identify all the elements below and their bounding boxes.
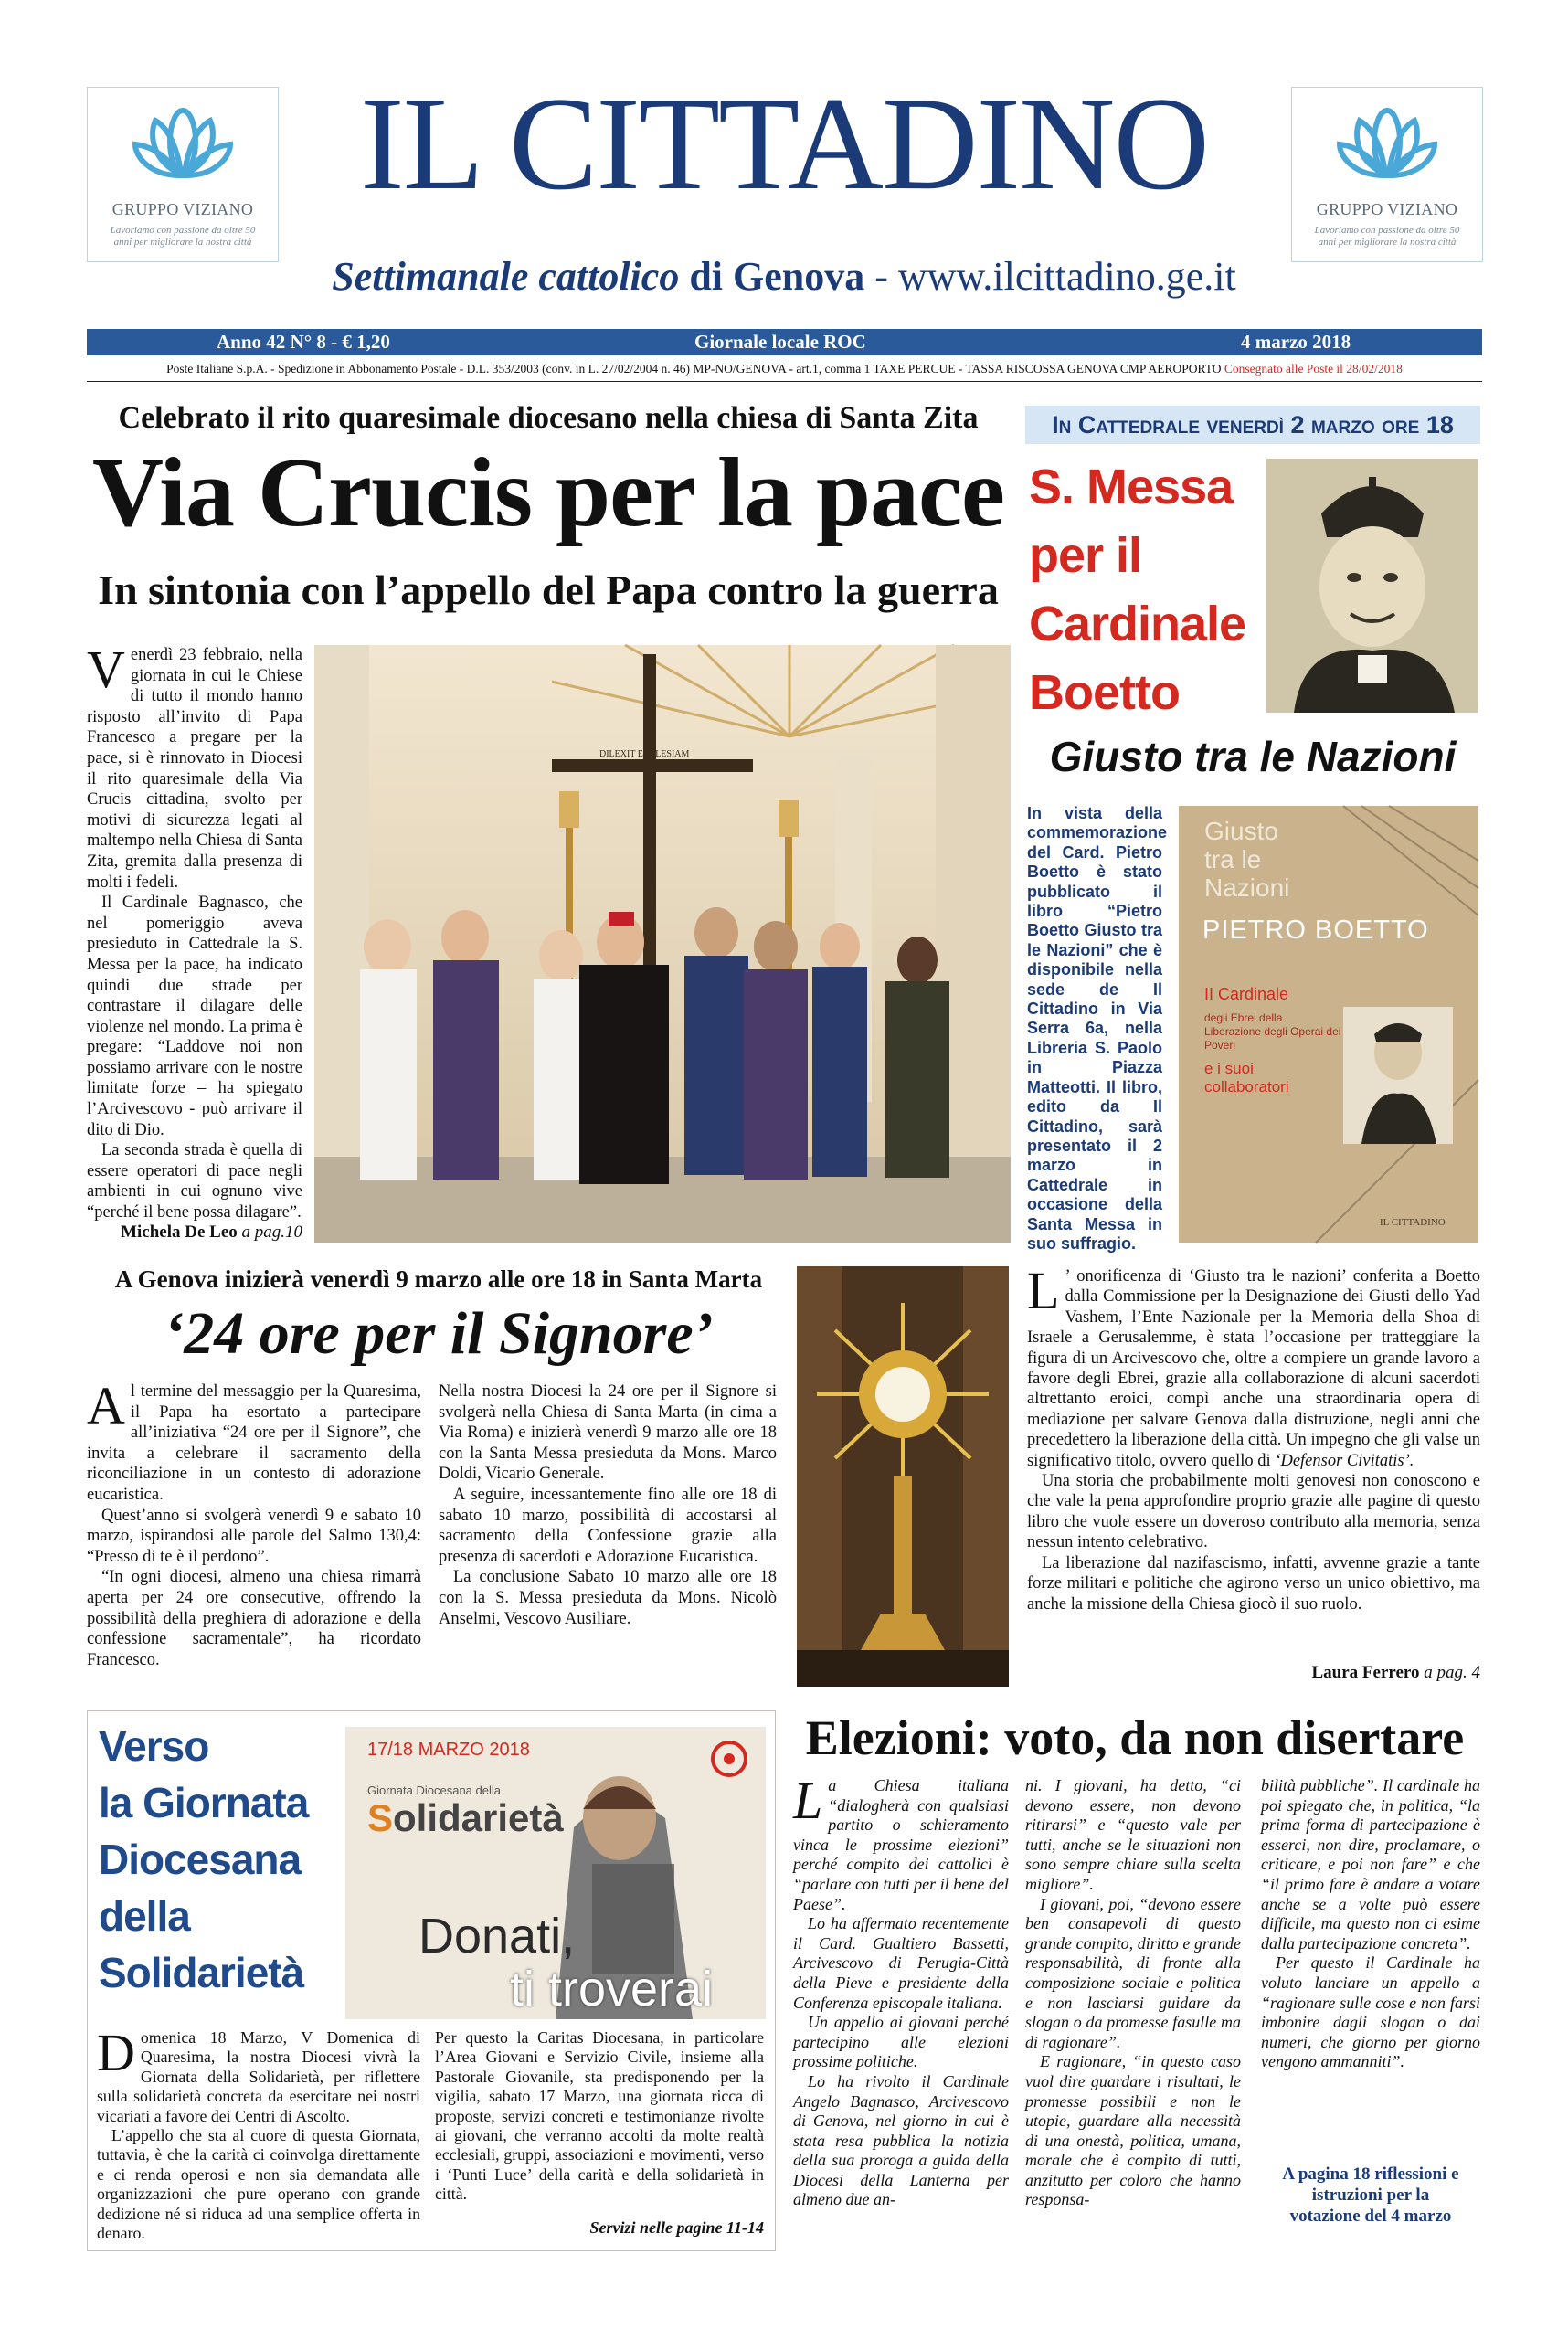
ore24-paragraph: “In ogni diocesi, almeno una chiesa rimarrà aperta per 24 ore consecutive, offrendo la possibilità della preghiera di adorazione e della confessione sacramentale”, ha ricordato Francesco. [87, 1568, 421, 1669]
ore24-column-1 [87, 1376, 421, 1687]
elections-paragraph: ni. I giovani, ha detto, “ci devono essere, non devono ritirarsi” e “questo vale per tutti, anche se le situazioni non sono sempre chiare sulla scelta migliore”. [1025, 1776, 1241, 1893]
lotus-logo-icon [1332, 101, 1442, 192]
lead-paragraph-2: Il Cardinale Bagnasco, che nel pomeriggio aveva presieduto in Cattedrale la S. Messa per la pace, ha indicato quindi due strade per contrastare il dilagare delle violenze nel mondo. La prima è pregare: “Laddove noi non possiamo arrivare con le nostre limitate forze – ha spiegato l’Arcivescovo - può arrivare il dito di Dio. [87, 894, 302, 1139]
solidarity-column-2 [435, 2028, 764, 2206]
ore24-paragraph: A seguire, incessantemente fino alle ore 18 di sabato 10 marzo, possibilità di accostarsi al sacramento della Confessione grazie alla presenza di sacerdoti e Adorazione Eucaristica. [439, 1485, 777, 1566]
lead-kicker: Celebrato il rito quaresimale diocesano nella chiesa di Santa Zita [118, 401, 979, 435]
book-publisher: IL CITTADINO [1380, 1217, 1446, 1228]
solidarity-headline-line: la Giornata [99, 1779, 309, 1826]
elections-paragraph: bilità pubbliche”. Il cardinale ha poi spiegato che, in politica, “la prima forma di partecipazione è esserci, non dire, proclamare, o criticare, e poi non fare” e che “il primo fare è andare a votare anche se a volte può essere difficile, ma questo non ci esime dalla partecipazione concreta”. [1261, 1776, 1480, 1953]
roc-label: Giornale locale ROC [694, 331, 866, 353]
elections-column-3 [1261, 1776, 1480, 2160]
elections-paragraph: Lo ha rivolto il Cardinale Angelo Bagnasco, Arcivescovo di Genova, nel giorno in cui è stata resa pubblica la notizia della sua proroga a guida della Diocesi della Lanterna per almeno due an- [793, 2071, 1009, 2209]
lead-dropcap: V [87, 640, 125, 699]
messa-headline-line: Cardinale [1029, 597, 1246, 651]
postal-text: Poste Italiane S.p.A. - Spedizione in Abbonamento Postale - D.L. 353/2003 (conv. in L. 27/02/2004 n. 46) MP-NO/GENOVA - art.1, comma 1 TAXE PERCUE - TASSA RISCOSSA GENOVA CMP AEROPORTO [166, 362, 1222, 376]
ore24-paragraph: Nella nostra Diocesi la 24 ore per il Signore si svolgerà nella Chiesa di Santa Marta (in cima a Via Roma) e inizierà venerdì 9 marzo alle ore 18 con la Santa Messa presieduta da Mons. Marco Doldi, Vicario Generale. [439, 1382, 777, 1484]
lead-author: Michela De Leo [121, 1222, 238, 1242]
elections-paragraph: a Chiesa italiana “dialogherà con qualsiasi partito o schieramento vinca le prossime elezioni” perché compito dei cattolici è “parlare con tutti per il bene del Paese”. [793, 1776, 1009, 1913]
boetto-page-ref[interactable]: a pag. 4 [1424, 1663, 1480, 1682]
elections-page-ref[interactable]: A pagina 18 riflessioni e istruzioni per la votazione del 4 marzo [1282, 2164, 1459, 2226]
solidarity-headline-line: Verso [99, 1722, 209, 1770]
poster-title [367, 1796, 564, 1840]
poster-title-initial: S [367, 1796, 394, 1839]
book-cover[interactable] [1179, 806, 1478, 1243]
postal-line [87, 360, 1482, 378]
lead-body [87, 640, 302, 1243]
book-author: PIETRO BOETTO [1202, 915, 1429, 945]
boetto-body [1027, 1261, 1480, 1657]
masthead-rule [87, 381, 1482, 382]
elections-column-1 [793, 1771, 1009, 2244]
messa-book-notice: In vista della commemorazione del Card. Pietro Boetto è stato pubblicato il libro “Pietro Boetto Giusto tra le Nazioni” che è disponibile nella sede de Il Cittadino in Via Serra 6a, nella Libreria S. Paolo in Piazza Matteotti. Il libro, edito da Il Cittadino, sarà presentato il 2 marzo in Cattedrale in occasione della Santa Messa in suo suffragio. [1027, 804, 1168, 1253]
cardinal-boetto-portrait [1266, 459, 1478, 713]
book-subtitle [1204, 985, 1341, 1096]
messa-headline-line: per il [1029, 528, 1142, 583]
ore24-kicker: A Genova inizierà venerdì 9 marzo alle ore 18 in Santa Marta [114, 1265, 763, 1293]
solidarity-paragraph: L’appello che sta al cuore di questa Giornata, tuttavia, è che la carità ci coinvolga direttamente e ci renda operosi e non sia demandata alle organizzazioni che pure operano con grande dedizione né si riduca ad una semplice offerta in denaro. [97, 2126, 420, 2243]
solidarity-headline[interactable] [99, 1718, 336, 2001]
boetto-paragraph-1: ’ onorificenza di ‘Giusto tra le nazioni’ conferita a Boetto dalla Commissione per la Designazione dei Giusti dello Yad Vashem, l’Ente Nazionale per la Memoria della Shoa di Israele a Gerusalemme, è stata l’occasione per tratteggiare la figura di un Arcivescovo che, oltre a compiere un grande lavoro a favore degli Ebrei, grazie alla collaborazione di alcuni sacerdoti altrettanto eroici, compì anche una straordinaria opera di mediazione per salvare Genova dalla distruzione, negli anni che precedettero la liberazione della città. Un impegno che gli valse un significativo titolo, ovvero quello di [1027, 1267, 1480, 1470]
solidarity-paragraph: omenica 18 Marzo, V Domenica di Quaresima, la nostra Diocesi vivrà la Giornata della Solidarietà, per riflettere sulla solidarietà concreta da esercitare nei nostri vicariati a favore dei Centri di Ascolto. [97, 2028, 420, 2125]
book-subtitle-line: e i suoi collaboratori [1204, 1060, 1289, 1095]
lead-paragraph-3: La seconda strada è quella di essere operatori di pace negli ambienti in cui ognuno vive “perché il bene possa dilagare”. [87, 1141, 302, 1222]
solidarity-dropcap: D [97, 2023, 135, 2082]
poster-title-rest: olidarietà [393, 1796, 564, 1839]
solidarity-headline-line: della [99, 1892, 190, 1940]
solidarity-poster[interactable] [345, 1727, 766, 2019]
lead-page-ref[interactable]: a pag.10 [241, 1222, 302, 1242]
cross-inscription: DILEXIT ECCLESIAM [599, 749, 690, 759]
messa-banner: In Cattedrale venerdì 2 marzo ore 18 [1025, 406, 1480, 444]
ore24-paragraph: l termine del messaggio per la Quaresima, il Papa ha esortato a partecipare all’iniziativa “24 ore per il Signore”, che invita a celebrare il sacramento della riconciliazione in un contesto di adorazione eucaristica. [87, 1382, 421, 1504]
book-subtitle-line: degli Ebrei della Liberazione degli Operai dei Poveri [1204, 1011, 1341, 1052]
elections-column-2 [1025, 1776, 1241, 2244]
sponsor-logo-left[interactable] [87, 87, 279, 262]
lead-byline [87, 1222, 302, 1243]
boetto-author: Laura Ferrero [1311, 1663, 1420, 1682]
boetto-paragraph-3: La liberazione dal nazifascismo, infatti, avvenne grazie a tante forze militari e politiche che agirono verso un unico obiettivo, ma anche la missione della Chiesa giocò il suo ruolo. [1027, 1553, 1480, 1614]
ore24-column-2 [439, 1381, 777, 1687]
poster-subtitle: Giornata Diocesana della [367, 1783, 501, 1797]
monstrance-photo [797, 1266, 1009, 1687]
sponsor-logo-right[interactable] [1291, 87, 1483, 262]
postal-delivery-date: Consegnato alle Poste il 28/02/2018 [1224, 362, 1403, 376]
poster-slogan [418, 1910, 713, 2016]
issue-number: Anno 42 N° 8 - € 1,20 [217, 331, 390, 353]
elections-paragraph: I giovani, poi, “devono essere ben consapevoli di questo grande compito, diritto e grande responsabilità, di fronte alla composizione sociale e politica e non lasciarsi guidare da slogan o da promesse fasulle ma di ragionare”. [1025, 1894, 1241, 2051]
ore24-dropcap: A [87, 1376, 125, 1435]
solidarity-headline-line: Diocesana [99, 1836, 302, 1883]
book-subtitle-line: II Cardinale [1204, 985, 1289, 1003]
elections-paragraph: E ragionare, “in questo caso vuol dire guardare i risultati, le promesse possibili e non le utopie, guardare alla necessità di una onestà, politica, umana, morale che è compito di tutti, anzitutto per coloro che hanno responsa- [1025, 2052, 1241, 2209]
sponsor-tagline: Lavoriamo con passione da oltre 50 anni per migliorare la nostra città [110, 225, 256, 248]
boetto-paragraph-1-emphasis: ‘Defensor Civitatis’. [1275, 1451, 1414, 1470]
messa-headline-line: Boetto [1029, 665, 1180, 720]
lotus-logo-icon [128, 101, 238, 192]
via-crucis-photo [314, 645, 1011, 1243]
boetto-byline [1027, 1663, 1480, 1683]
ore24-paragraph: Quest’anno si svolgerà venerdì 9 e sabato 10 marzo, ispirandosi alle parole del Salmo 130,4: “Presso di te è il perdono”. [87, 1506, 421, 1566]
issue-info-bar [87, 329, 1482, 355]
messa-subhead: Giusto tra le Nazioni [1049, 733, 1457, 780]
masthead-title: IL CITTADINO [360, 69, 1208, 217]
subtitle-city: di Genova [689, 254, 865, 299]
issue-date: 4 marzo 2018 [1241, 331, 1351, 353]
elections-headline[interactable]: Elezioni: voto, da non disertare [805, 1710, 1465, 1765]
masthead-subtitle [292, 254, 1276, 300]
elections-paragraph: Lo ha affermato recentemente il Card. Gualtiero Bassetti, Arcivescovo di Perugia-Città della Pieve e presidente della Conferenza episcopale italiana. [793, 1914, 1009, 2012]
elections-paragraph: Un appello ai giovani perché partecipino alle elezioni prossime politiche. [793, 2013, 1009, 2071]
messa-headline[interactable] [1029, 453, 1276, 727]
book-title-line: tra le [1204, 845, 1262, 873]
poster-slogan-line: Donati, [418, 1909, 576, 1963]
sponsor-tagline: Lavoriamo con passione da oltre 50 anni per migliorare la nostra città [1314, 225, 1460, 248]
book-title [1204, 817, 1289, 902]
solidarity-headline-line: Solidarietà [99, 1949, 304, 1996]
lead-headline[interactable]: Via Crucis per la pace [92, 439, 1004, 547]
subtitle-weekly: Settimanale cattolico [332, 254, 680, 299]
poster-slogan-line: ti troverai [510, 1962, 714, 2016]
boetto-paragraph-2: Una storia che probabilmente molti genovesi non conoscono e che vale la pena approfondire proprio grazie alle pagine di questo libro che vuole essere un doveroso contributo alla memoria, senza nessun intento celebrativo. [1027, 1472, 1480, 1552]
messa-headline-line: S. Messa [1029, 460, 1234, 514]
website-link[interactable]: - www.ilcittadino.ge.it [874, 254, 1236, 299]
elections-paragraph: Per questo il Cardinale ha voluto lanciare un appello a “ragionare sulle cose e non farsi imbonire dagli slogan o dai numeri, che giorno per giorno vengono ammanniti”. [1261, 1953, 1480, 2071]
lead-paragraph-1: enerdì 23 febbraio, nella giornata in cui le Chiese di tutto il mondo hanno risposto all’invito di Papa Francesco a pregare per la pace, si è rinnovato in Diocesi il rito quaresimale della Via Crucis cittadina, svolto per motivi di sicurezza legati al maltempo nella Chiesa di Santa Zita, gremita dalla presenza di molti i fedeli. [87, 646, 302, 892]
sponsor-name: GRUPPO VIZIANO [1316, 200, 1458, 218]
poster-date: 17/18 MARZO 2018 [367, 1740, 530, 1760]
solidarity-page-ref[interactable]: Servizi nelle pagine 11-14 [589, 2218, 764, 2237]
ore24-headline[interactable]: ‘24 ore per il Signore’ [164, 1300, 714, 1367]
boetto-dropcap: L [1027, 1261, 1060, 1320]
book-title-line: Nazioni [1204, 873, 1290, 902]
lead-subhead: In sintonia con l’appello del Papa contro la guerra [98, 566, 999, 613]
sponsor-name: GRUPPO VIZIANO [111, 200, 254, 218]
solidarity-paragraph: Per questo la Caritas Diocesana, in particolare l’Area Giovani e Servizio Civile, insieme alla Pastorale Giovanile, sta predisponendo per la vigilia, sabato 17 Marzo, una giornata ricca di proposte, servizi concreti e testimonianze rivolte ai giovani, che verranno accolti da molte realtà ecclesiali, gruppi, associazioni e movimenti, verso i ‘Punti Luce’ della carità e della solidarietà in città. [435, 2028, 764, 2204]
ore24-paragraph: La conclusione Sabato 10 marzo alle ore 18 con la S. Messa presieduta da Mons. Nicolò Anselmi, Vescovo Ausiliare. [439, 1568, 777, 1628]
elections-dropcap: L [793, 1771, 823, 1830]
solidarity-column-1 [97, 2023, 420, 2244]
book-title-line: Giusto [1204, 817, 1278, 845]
